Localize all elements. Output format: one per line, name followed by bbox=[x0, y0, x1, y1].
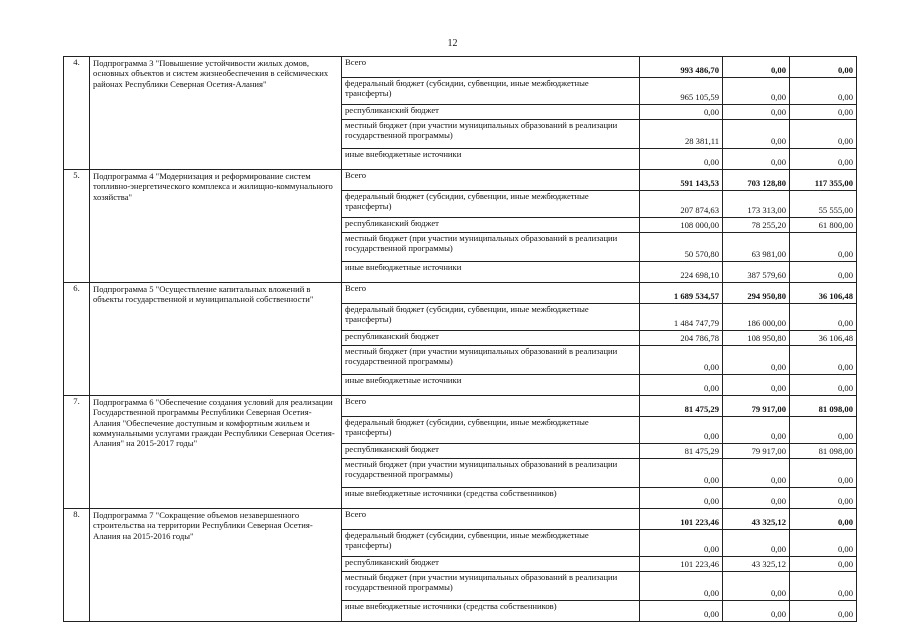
amount-year-2: 43 325,12 bbox=[723, 557, 790, 572]
funding-source: федеральный бюджет (субсидии, субвенции, иные межбюджетные трансферты) bbox=[342, 191, 640, 218]
funding-source: федеральный бюджет (субсидии, субвенции, иные межбюджетные трансферты) bbox=[342, 417, 640, 444]
program-total-row bbox=[64, 170, 857, 191]
amount-year-2: 387 579,60 bbox=[723, 262, 790, 283]
amount-year-1: 993 486,70 bbox=[640, 57, 723, 78]
funding-source: Всего bbox=[342, 170, 640, 191]
amount-year-2: 294 950,80 bbox=[723, 283, 790, 304]
program-total-row bbox=[64, 283, 857, 304]
program-total-row bbox=[64, 57, 857, 78]
amount-year-1: 0,00 bbox=[640, 459, 723, 488]
program-number: 8. bbox=[64, 509, 90, 622]
program-name: Подпрограмма 7 "Сокращение объемов незавершенного строительства на территории Республики Северная Осетия-Алания на 2015-2016 годы" bbox=[90, 509, 342, 622]
amount-year-2: 0,00 bbox=[723, 346, 790, 375]
program-total-row bbox=[64, 396, 857, 417]
amount-year-3: 0,00 bbox=[790, 530, 857, 557]
amount-year-1: 965 105,59 bbox=[640, 78, 723, 105]
funding-source: федеральный бюджет (субсидии, субвенции, иные межбюджетные трансферты) bbox=[342, 78, 640, 105]
amount-year-2: 0,00 bbox=[723, 488, 790, 509]
funding-source: Всего bbox=[342, 396, 640, 417]
amount-year-2: 79 917,00 bbox=[723, 444, 790, 459]
amount-year-3: 61 800,00 bbox=[790, 218, 857, 233]
funding-source: иные внебюджетные источники bbox=[342, 149, 640, 170]
amount-year-1: 591 143,53 bbox=[640, 170, 723, 191]
amount-year-1: 0,00 bbox=[640, 375, 723, 396]
amount-year-3: 55 555,00 bbox=[790, 191, 857, 218]
amount-year-1: 1 689 534,57 bbox=[640, 283, 723, 304]
amount-year-2: 0,00 bbox=[723, 105, 790, 120]
amount-year-2: 79 917,00 bbox=[723, 396, 790, 417]
amount-year-2: 0,00 bbox=[723, 417, 790, 444]
budget-table bbox=[63, 56, 857, 622]
amount-year-3: 0,00 bbox=[790, 572, 857, 601]
amount-year-1: 0,00 bbox=[640, 572, 723, 601]
program-name: Подпрограмма 6 "Обеспечение создания условий для реализации Государственной программы Республики Северная Осетия-Алания "Обеспечение доступным и комфортным жильем и коммунальными услугами граждан Республики Северная Осетия-Алания" на 2015-2017 годы" bbox=[90, 396, 342, 509]
amount-year-1: 28 381,11 bbox=[640, 120, 723, 149]
amount-year-3: 0,00 bbox=[790, 262, 857, 283]
amount-year-1: 50 570,80 bbox=[640, 233, 723, 262]
amount-year-3: 0,00 bbox=[790, 417, 857, 444]
amount-year-2: 63 981,00 bbox=[723, 233, 790, 262]
funding-source: местный бюджет (при участии муниципальных образований в реализации государственной программы) bbox=[342, 572, 640, 601]
amount-year-2: 0,00 bbox=[723, 149, 790, 170]
funding-source: местный бюджет (при участии муниципальных образований в реализации государственной программы) bbox=[342, 346, 640, 375]
program-name: Подпрограмма 3 "Повышение устойчивости жилых домов, основных объектов и систем жизнеобеспечения в сейсмических районах Республики Северная Осетия-Алания" bbox=[90, 57, 342, 170]
amount-year-3: 0,00 bbox=[790, 375, 857, 396]
program-total-row bbox=[64, 509, 857, 530]
amount-year-2: 0,00 bbox=[723, 530, 790, 557]
amount-year-2: 0,00 bbox=[723, 120, 790, 149]
funding-source: местный бюджет (при участии муниципальных образований в реализации государственной программы) bbox=[342, 459, 640, 488]
amount-year-2: 108 950,80 bbox=[723, 331, 790, 346]
amount-year-1: 204 786,78 bbox=[640, 331, 723, 346]
amount-year-1: 81 475,29 bbox=[640, 444, 723, 459]
program-number: 6. bbox=[64, 283, 90, 396]
amount-year-3: 0,00 bbox=[790, 346, 857, 375]
amount-year-2: 0,00 bbox=[723, 57, 790, 78]
funding-source: Всего bbox=[342, 57, 640, 78]
amount-year-2: 78 255,20 bbox=[723, 218, 790, 233]
amount-year-3: 0,00 bbox=[790, 488, 857, 509]
program-number: 7. bbox=[64, 396, 90, 509]
amount-year-1: 0,00 bbox=[640, 105, 723, 120]
amount-year-3: 0,00 bbox=[790, 105, 857, 120]
amount-year-2: 0,00 bbox=[723, 572, 790, 601]
funding-source: республиканский бюджет bbox=[342, 218, 640, 233]
funding-source: федеральный бюджет (субсидии, субвенции, иные межбюджетные трансферты) bbox=[342, 304, 640, 331]
amount-year-3: 0,00 bbox=[790, 120, 857, 149]
amount-year-1: 0,00 bbox=[640, 601, 723, 622]
amount-year-1: 0,00 bbox=[640, 488, 723, 509]
funding-source: местный бюджет (при участии муниципальных образований в реализации государственной программы) bbox=[342, 120, 640, 149]
amount-year-1: 0,00 bbox=[640, 417, 723, 444]
amount-year-2: 0,00 bbox=[723, 78, 790, 105]
amount-year-2: 703 128,80 bbox=[723, 170, 790, 191]
funding-source: республиканский бюджет bbox=[342, 105, 640, 120]
program-name: Подпрограмма 5 "Осуществление капитальных вложений в объекты государственной и муниципальной собственности" bbox=[90, 283, 342, 396]
funding-source: федеральный бюджет (субсидии, субвенции, иные межбюджетные трансферты) bbox=[342, 530, 640, 557]
amount-year-1: 207 874,63 bbox=[640, 191, 723, 218]
budget-table-body bbox=[64, 57, 857, 622]
amount-year-2: 0,00 bbox=[723, 459, 790, 488]
funding-source: местный бюджет (при участии муниципальных образований в реализации государственной программы) bbox=[342, 233, 640, 262]
amount-year-1: 224 698,10 bbox=[640, 262, 723, 283]
amount-year-2: 0,00 bbox=[723, 601, 790, 622]
funding-source: республиканский бюджет bbox=[342, 557, 640, 572]
amount-year-3: 0,00 bbox=[790, 459, 857, 488]
amount-year-1: 0,00 bbox=[640, 149, 723, 170]
amount-year-3: 0,00 bbox=[790, 57, 857, 78]
amount-year-3: 0,00 bbox=[790, 78, 857, 105]
amount-year-2: 186 000,00 bbox=[723, 304, 790, 331]
amount-year-1: 101 223,46 bbox=[640, 509, 723, 530]
program-name: Подпрограмма 4 "Модернизация и реформирование систем топливно-энергетического комплекса и жилищно-коммунального хозяйства" bbox=[90, 170, 342, 283]
funding-source: Всего bbox=[342, 283, 640, 304]
funding-source: Всего bbox=[342, 509, 640, 530]
amount-year-1: 1 484 747,79 bbox=[640, 304, 723, 331]
funding-source: иные внебюджетные источники bbox=[342, 375, 640, 396]
amount-year-3: 117 355,00 bbox=[790, 170, 857, 191]
amount-year-3: 0,00 bbox=[790, 304, 857, 331]
amount-year-1: 0,00 bbox=[640, 530, 723, 557]
amount-year-3: 81 098,00 bbox=[790, 396, 857, 417]
program-number: 5. bbox=[64, 170, 90, 283]
amount-year-3: 0,00 bbox=[790, 601, 857, 622]
amount-year-3: 36 106,48 bbox=[790, 331, 857, 346]
funding-source: республиканский бюджет bbox=[342, 444, 640, 459]
amount-year-3: 0,00 bbox=[790, 149, 857, 170]
amount-year-1: 0,00 bbox=[640, 346, 723, 375]
amount-year-2: 43 325,12 bbox=[723, 509, 790, 530]
funding-source: иные внебюджетные источники (средства собственников) bbox=[342, 488, 640, 509]
amount-year-2: 173 313,00 bbox=[723, 191, 790, 218]
amount-year-1: 108 000,00 bbox=[640, 218, 723, 233]
page-number: 12 bbox=[447, 38, 458, 49]
funding-source: иные внебюджетные источники bbox=[342, 262, 640, 283]
amount-year-3: 36 106,48 bbox=[790, 283, 857, 304]
program-number: 4. bbox=[64, 57, 90, 170]
amount-year-1: 81 475,29 bbox=[640, 396, 723, 417]
amount-year-3: 0,00 bbox=[790, 557, 857, 572]
amount-year-3: 0,00 bbox=[790, 233, 857, 262]
amount-year-1: 101 223,46 bbox=[640, 557, 723, 572]
amount-year-2: 0,00 bbox=[723, 375, 790, 396]
amount-year-3: 81 098,00 bbox=[790, 444, 857, 459]
funding-source: иные внебюджетные источники (средства собственников) bbox=[342, 601, 640, 622]
funding-source: республиканский бюджет bbox=[342, 331, 640, 346]
amount-year-3: 0,00 bbox=[790, 509, 857, 530]
